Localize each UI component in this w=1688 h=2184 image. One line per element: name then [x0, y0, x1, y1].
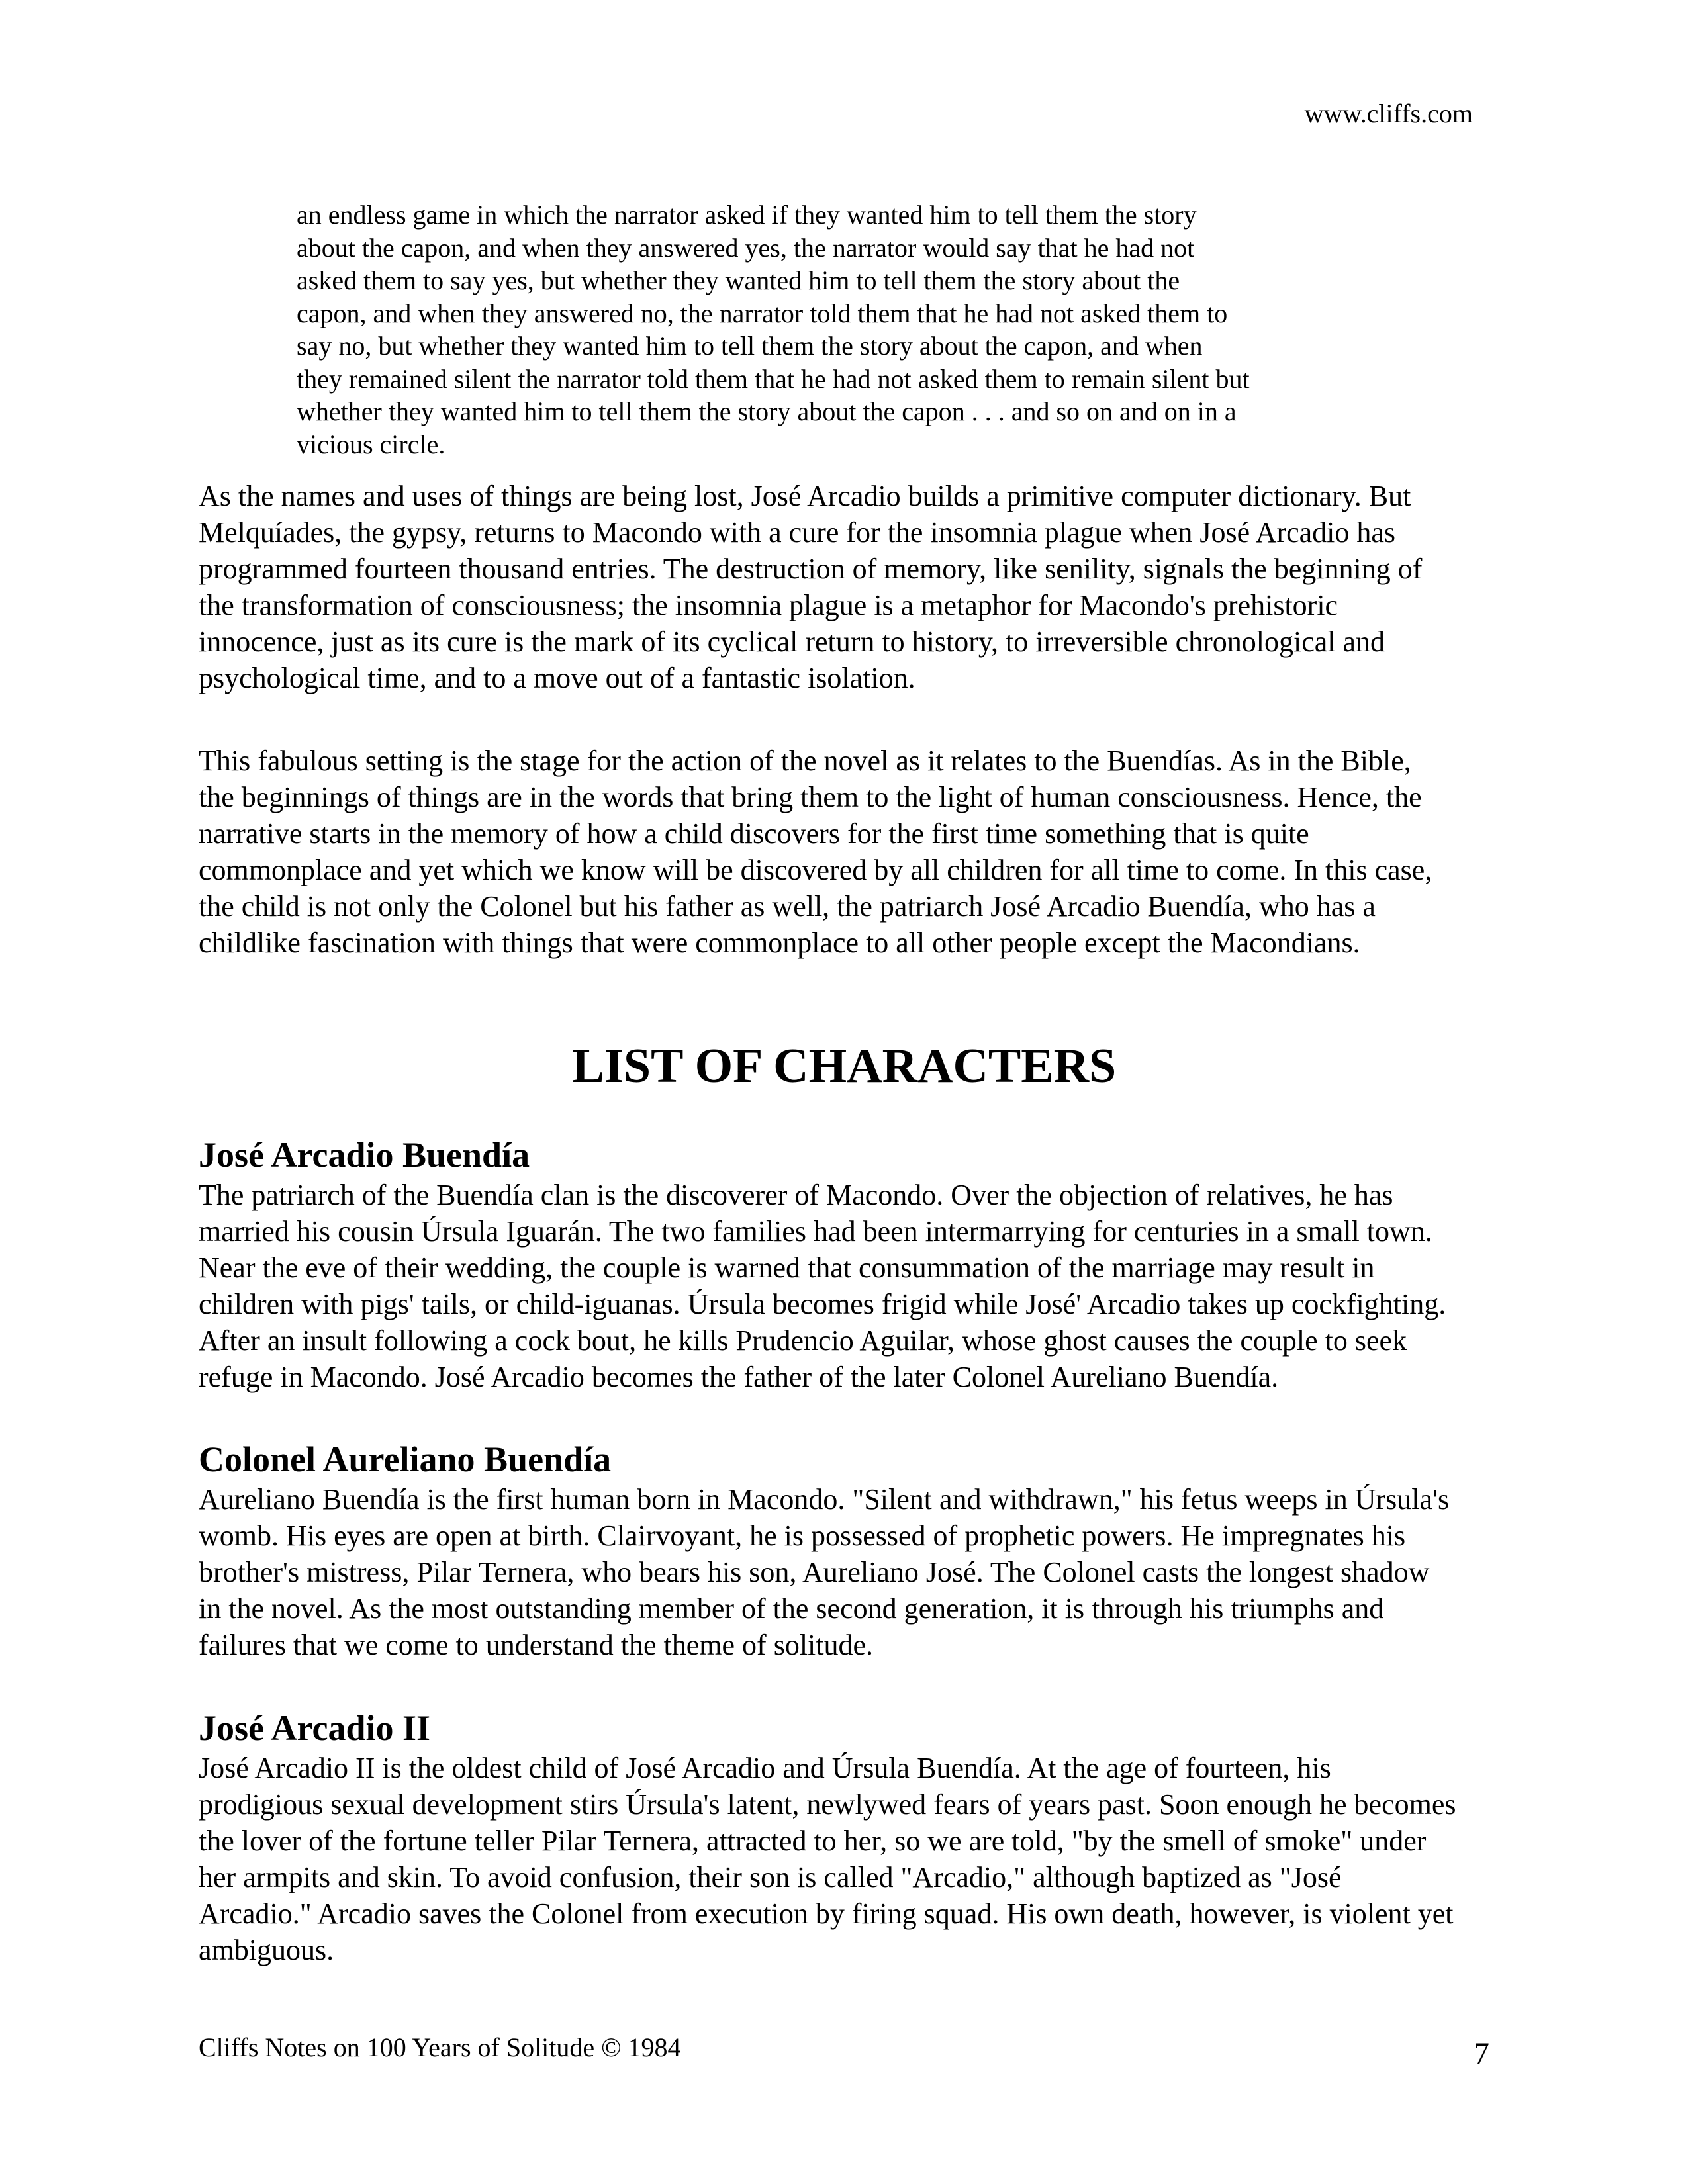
quote-line: capon, and when they answered no, the narrator told them that he had not asked them to [297, 298, 1228, 328]
paragraph-line: commonplace and yet which we know will be discovered by all children for all time to come. In this case, [199, 854, 1432, 886]
description-line: refuge in Macondo. José Arcadio becomes the father of the later Colonel Aureliano Buendía. [199, 1361, 1279, 1393]
character-description [199, 1481, 1496, 1663]
paragraph-line: narrative starts in the memory of how a child discovers for the first time something that is quite [199, 817, 1309, 850]
paragraph-line: psychological time, and to a move out of a fantastic isolation. [199, 662, 915, 694]
paragraph-line: the transformation of consciousness; the insomnia plague is a metaphor for Macondo's prehistoric [199, 589, 1338, 621]
paragraph-line: childlike fascination with things that were commonplace to all other people except the Macondians. [199, 927, 1360, 959]
description-line: Near the eve of their wedding, the couple is warned that consummation of the marriage may result in [199, 1251, 1375, 1284]
description-line: brother's mistress, Pilar Ternera, who bears his son, Aureliano José. The Colonel casts the longest shadow [199, 1556, 1430, 1588]
quote-line: about the capon, and when they answered yes, the narrator would say that he had not [297, 232, 1195, 263]
quote-line: an endless game in which the narrator asked if they wanted him to tell them the story [297, 200, 1197, 230]
description-line: failures that we come to understand the theme of solitude. [199, 1629, 874, 1661]
description-line: ambiguous. [199, 1934, 334, 1966]
paragraph-line: This fabulous setting is the stage for the action of the novel as it relates to the Buendías. As in the Bible, [199, 745, 1411, 777]
description-line: the lover of the fortune teller Pilar Ternera, attracted to her, so we are told, "by the smell of smoke" under [199, 1825, 1427, 1857]
description-line: in the novel. As the most outstanding member of the second generation, it is through his triumphs and [199, 1592, 1384, 1625]
footer-copyright: Cliffs Notes on 100 Years of Solitude © 1984 [199, 2032, 681, 2062]
description-line: married his cousin Úrsula Iguarán. The two families had been intermarrying for centuries in a small town. [199, 1215, 1432, 1248]
quote-line: vicious circle. [297, 429, 445, 459]
paragraph-line: As the names and uses of things are being lost, José Arcadio builds a primitive computer dictionary. But [199, 480, 1411, 512]
character-name: José Arcadio Buendía [199, 1135, 530, 1175]
character-name: José Arcadio II [199, 1708, 431, 1748]
paragraph-line: innocence, just as its cure is the mark of its cyclical return to history, to irreversible chronological and [199, 625, 1385, 658]
character-entry-jose-arcadio-ii [199, 1707, 1496, 1968]
character-description [199, 1177, 1496, 1395]
page-number: 7 [1474, 2036, 1489, 2071]
description-line: José Arcadio II is the oldest child of José Arcadio and Úrsula Buendía. At the age of fourteen, his [199, 1752, 1331, 1784]
description-line: Aureliano Buendía is the first human born in Macondo. "Silent and withdrawn," his fetus weeps in Úrsula's [199, 1483, 1450, 1516]
paragraph-line: the beginnings of things are in the words that bring them to the light of human consciousness. Hence, the [199, 781, 1422, 813]
quote-line: asked them to say yes, but whether they wanted him to tell them the story about the [297, 265, 1180, 295]
paragraph-line: Melquíades, the gypsy, returns to Macondo with a cure for the insomnia plague when José Arcadio has [199, 516, 1396, 549]
header-url: www.cliffs.com [1304, 99, 1473, 128]
description-line: prodigious sexual development stirs Úrsula's latent, newlywed fears of years past. Soon enough he becomes [199, 1788, 1456, 1821]
quote-line: say no, but whether they wanted him to tell them the story about the capon, and when [297, 331, 1203, 361]
description-line: womb. His eyes are open at birth. Clairvoyant, he is possessed of prophetic powers. He impregnates his [199, 1520, 1406, 1552]
paragraph-setting [199, 743, 1496, 961]
description-line: The patriarch of the Buendía clan is the discoverer of Macondo. Over the objection of relatives, he has [199, 1179, 1393, 1211]
character-entry-colonel-aureliano-buendia [199, 1439, 1496, 1663]
paragraph-memory [199, 478, 1496, 696]
paragraph-line: programmed fourteen thousand entries. The destruction of memory, like senility, signals the beginning of [199, 553, 1423, 585]
description-line: children with pigs' tails, or child-iguanas. Úrsula becomes frigid while José' Arcadio takes up cockfighting. [199, 1288, 1446, 1320]
character-name: Colonel Aureliano Buendía [199, 1439, 612, 1479]
description-line: Arcadio." Arcadio saves the Colonel from execution by firing squad. His own death, however, is violent yet [199, 1897, 1454, 1930]
description-line: her armpits and skin. To avoid confusion, their son is called "Arcadio," although baptized as "José [199, 1861, 1342, 1893]
quote-line: whether they wanted him to tell them the story about the capon . . . and so on and on in a [297, 396, 1237, 426]
quote-line: they remained silent the narrator told them that he had not asked them to remain silent but [297, 363, 1250, 394]
character-description [199, 1750, 1496, 1968]
block-quote [297, 199, 1382, 461]
section-title: LIST OF CHARACTERS [571, 1039, 1117, 1093]
description-line: After an insult following a cock bout, he kills Prudencio Aguilar, whose ghost causes the couple to seek [199, 1324, 1407, 1357]
paragraph-line: the child is not only the Colonel but his father as well, the patriarch José Arcadio Buendía, who has a [199, 890, 1376, 923]
character-entry-jose-arcadio-buendia [199, 1134, 1496, 1395]
